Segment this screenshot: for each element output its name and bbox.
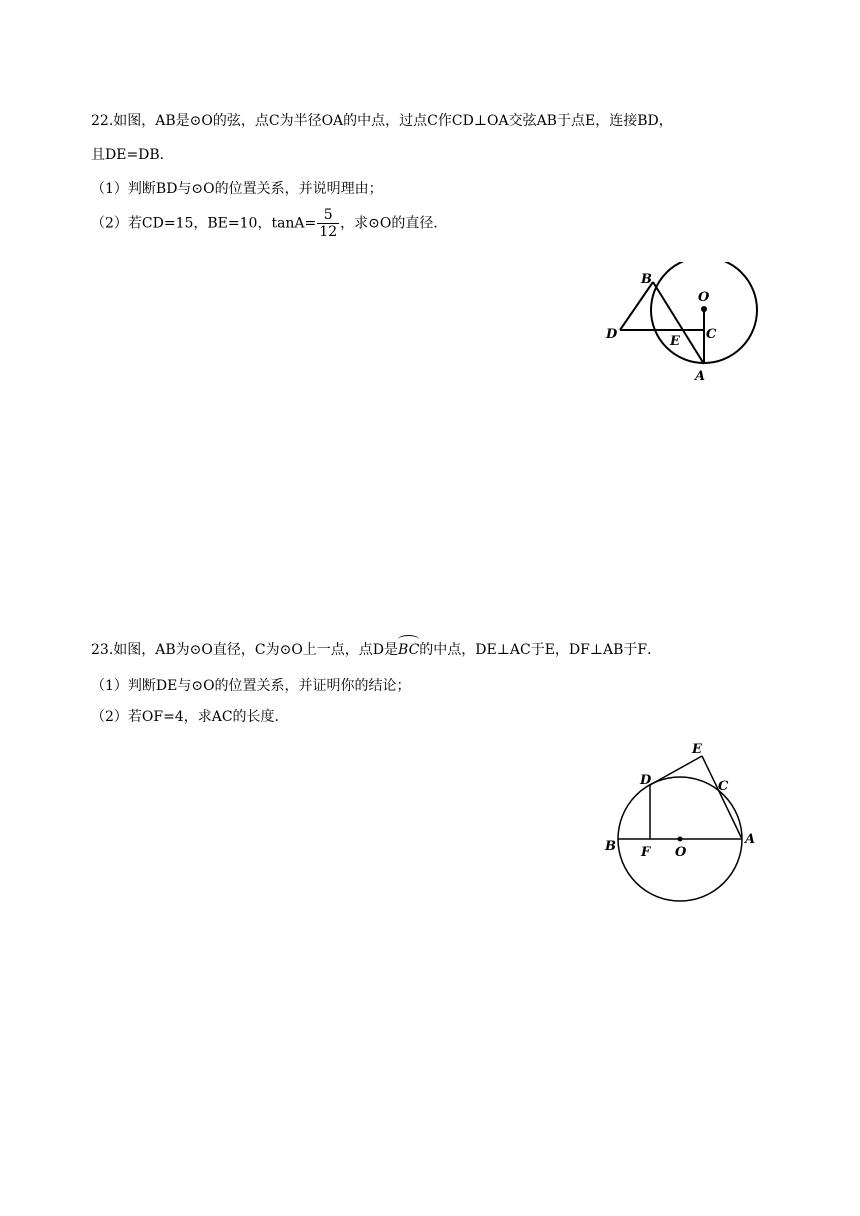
q22-stem-line1: 22.如图，AB是⊙O的弦，点C为半径OA的中点，过点C作CD⊥OA交弦AB于点E，连接BD， <box>91 113 673 129</box>
q23-label-E: E <box>692 742 702 757</box>
q23-segment-EA <box>702 756 742 839</box>
q22-segment-BD <box>620 282 653 330</box>
q23-part1: （1）判断DE与⊙O的位置关系，并证明你的结论； <box>91 678 411 694</box>
q23-stem-text-a: 23.如图，AB为⊙O直径，C为⊙O上一点，点D是 <box>91 642 399 658</box>
q22-center-dot <box>701 306 707 312</box>
q22-label-E: E <box>670 334 680 349</box>
q22-part2-text-b: ，求⊙O的直径． <box>340 215 448 232</box>
q23-part2: （2）若OF=4，求AC的长度． <box>91 709 289 725</box>
q23-label-F: F <box>641 845 651 860</box>
q22-part2-text-a: （2）若CD=15，BE=10，tanA= <box>91 215 317 232</box>
q23-segment-DE <box>650 756 702 785</box>
q23-label-D: D <box>640 773 652 788</box>
q23-figure <box>600 738 770 910</box>
q22-fraction-numerator: 5 <box>317 207 339 224</box>
q22-label-C: C <box>706 327 717 342</box>
q23-label-C: C <box>718 779 729 794</box>
q23-center-dot <box>678 837 683 842</box>
q23-stem-line1 <box>91 638 661 660</box>
q22-segment-BA <box>653 282 704 364</box>
q22-fraction-denominator: 12 <box>319 224 338 240</box>
q23-label-B: B <box>605 839 616 854</box>
q23-label-O: O <box>675 845 687 860</box>
q22-label-O: O <box>698 290 710 305</box>
q23-stem-text-b: 的中点，DE⊥AC于E，DF⊥AB于F． <box>419 642 662 658</box>
q22-stem-line2: 且DE=DB． <box>91 147 174 163</box>
q22-label-D: D <box>606 327 618 342</box>
q22-label-B: B <box>641 272 652 287</box>
q22-part2 <box>91 207 447 240</box>
q23-arc-BC: BC <box>398 638 419 660</box>
q22-label-A: A <box>695 369 706 384</box>
q22-figure <box>598 262 768 387</box>
q22-fraction <box>317 207 339 240</box>
q22-part1: （1）判断BD与⊙O的位置关系，并说明理由； <box>91 181 383 197</box>
q23-label-A: A <box>745 832 756 847</box>
